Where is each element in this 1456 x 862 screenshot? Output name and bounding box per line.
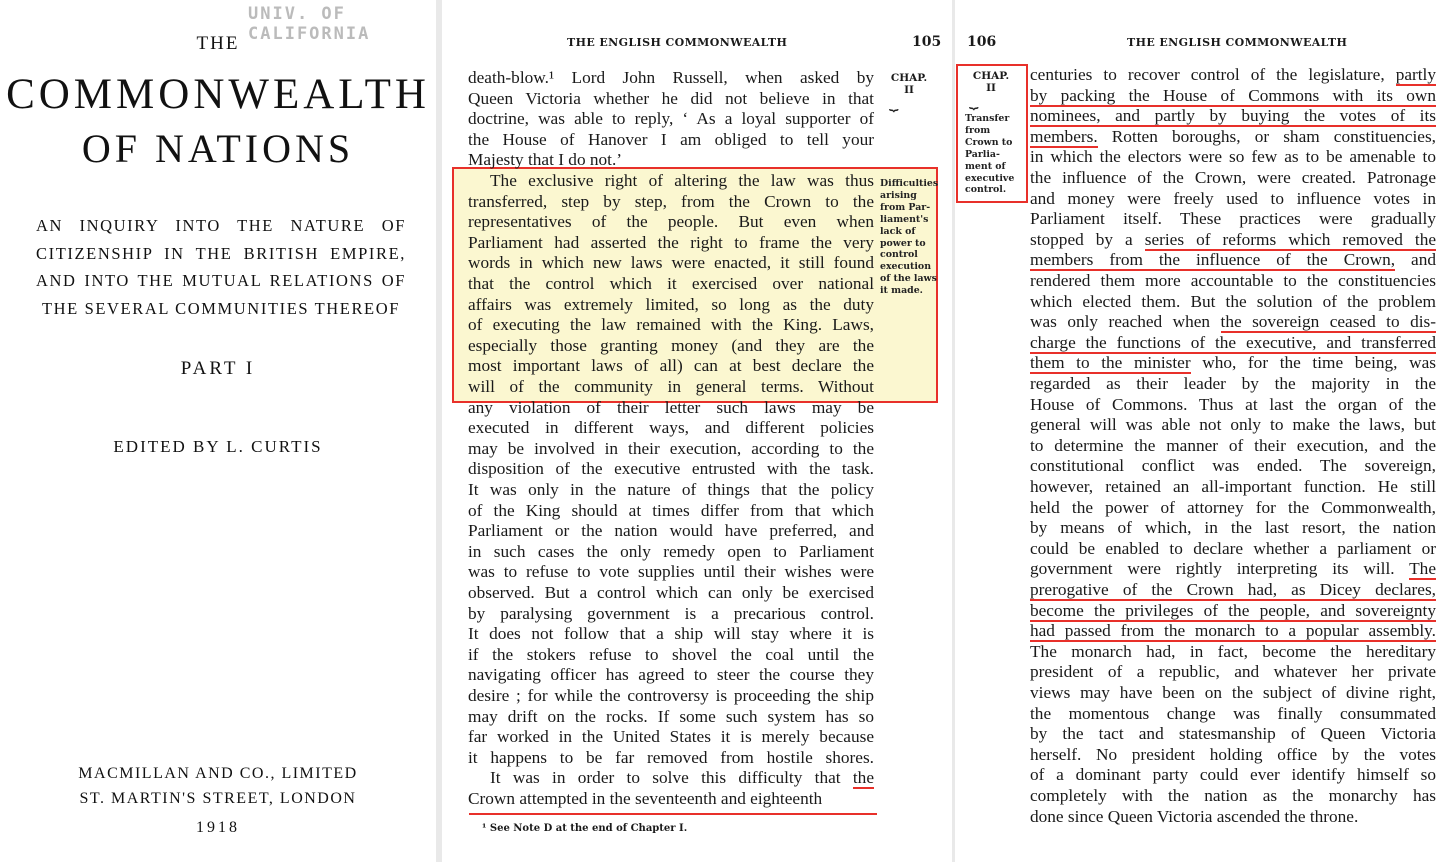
text-line: It does not follow that a ship will stay where it is xyxy=(468,624,874,644)
text-line: by packing the House of Commons with its own xyxy=(1030,85,1436,105)
text-line: centuries to recover control of the legislature, partly xyxy=(1030,65,1436,84)
margin-note-line: arising xyxy=(880,189,917,201)
text-line: prerogative of the Crown had, as Dicey declares, xyxy=(1030,580,1436,599)
text-line: president of a republic, and whatever her private xyxy=(1030,662,1436,682)
text-line: will of the community in general terms. Without xyxy=(468,377,874,396)
text-line: could be enabled to declare whether a parliament or xyxy=(1030,538,1436,558)
text-line: words in which new laws were enacted, it still found xyxy=(468,253,874,273)
text-line: charge the functions of the executive, and transferred xyxy=(1030,332,1436,352)
text-line: most important laws of all) can at best declare the xyxy=(468,356,874,376)
text-line: disposition of the executive entrusted with the task. xyxy=(468,459,874,479)
book-title-line2: OF NATIONS xyxy=(81,126,355,171)
text-line: especially those granting money (and they are the xyxy=(468,335,874,355)
text-line: doctrine, was able to reply, ‘ As a loyal supporter of xyxy=(468,109,874,129)
text-line: views may have been on the subject of divine right, xyxy=(1030,683,1436,702)
text-line: any violation of their letter such laws may be xyxy=(468,397,874,417)
text-line: general will was able not only to make the laws, but xyxy=(1030,415,1436,435)
margin-note-line: Parlia- xyxy=(965,148,1000,160)
running-head: THE ENGLISH COMMONWEALTH xyxy=(567,36,788,49)
text-line: them to the minister who, for the time being, was xyxy=(1030,353,1436,373)
page-106 xyxy=(955,0,1456,862)
page-105 xyxy=(442,0,952,862)
text-line: by the tact and statesmanship of Queen Victoria xyxy=(1030,724,1436,744)
text-line: may be involved in their execution, according to the xyxy=(468,438,874,458)
text-line: It was only in the nature of things that the policy xyxy=(468,480,874,499)
text-line: Queen Victoria whether he did not believe in that xyxy=(468,88,874,108)
editor-credit: EDITED BY L. CURTIS xyxy=(113,437,323,456)
margin-note xyxy=(880,178,940,297)
text-line: was to refuse to vote supplies until their wishes were xyxy=(468,562,874,582)
text-line: had passed from the monarch to a popular assembly. xyxy=(1030,621,1436,641)
text-line: in such cases the only remedy open to Parliament xyxy=(468,541,874,561)
text-line: of a dominant party could ever identify himself so xyxy=(1030,765,1436,785)
text-line: completely with the nation as the monarchy has xyxy=(1030,786,1436,805)
text-line: done since Queen Victoria ascended the throne. xyxy=(1030,806,1359,826)
text-line: members from the influence of the Crown, and xyxy=(1030,250,1436,270)
brace-ornament: ⏟ xyxy=(969,90,979,109)
text-line: desire ; for while the controversy is proceeding the ship xyxy=(468,686,874,705)
text-line: Majesty that I do not.’ xyxy=(468,150,623,170)
text-line: Parliament had asserted the right to frame the very xyxy=(468,232,874,252)
margin-note-line: from xyxy=(965,124,991,136)
underline-mark xyxy=(469,813,877,815)
margin-note xyxy=(965,113,1023,196)
text-line: by means of which, in the last resort, the nation xyxy=(1030,518,1436,538)
text-line: It was in order to solve this difficulty that the xyxy=(490,768,874,788)
margin-note-line: Transfer xyxy=(965,113,1010,124)
text-line: rendered them more accountable to the constituencies xyxy=(1030,271,1436,290)
chap-label: CHAP. xyxy=(890,72,928,84)
margin-note-line: executive xyxy=(965,172,1015,184)
text-line: Parliament or the nation would have preferred, and xyxy=(468,521,874,541)
text-line: government were rightly interpreting its will. The xyxy=(1030,559,1436,579)
text-line: of the King should at times differ from that which xyxy=(468,500,874,520)
text-line: held the power of attorney for the Commonwealth, xyxy=(1030,497,1436,517)
page-number: 105 xyxy=(912,34,942,50)
text-line: by paralysing government is a precarious control. xyxy=(468,603,874,623)
library-stamp: UNIV. OF CALIFORNIA xyxy=(248,4,371,44)
running-head: THE ENGLISH COMMONWEALTH xyxy=(1127,36,1348,49)
publication-year: 1918 xyxy=(196,819,240,836)
text-line: become the privileges of the people, and sovereignty xyxy=(1030,600,1436,620)
text-line: executed in different ways, and different policies xyxy=(468,418,874,438)
text-line: herself. No president holding office by the votes xyxy=(1030,744,1436,764)
margin-note-line: power to xyxy=(880,237,926,249)
margin-note-line: of the laws xyxy=(880,273,937,285)
text-line: that the control which it exercised over national xyxy=(468,274,874,293)
margin-note-line: control xyxy=(880,249,918,261)
chap-number: II xyxy=(986,82,996,94)
text-line: was only reached when the sovereign ceased to dis- xyxy=(1030,312,1436,332)
part-label: PART I xyxy=(180,358,256,379)
margin-note-line: Difficulties xyxy=(880,178,939,189)
text-line: Parliament itself. These practices were gradually xyxy=(1030,209,1436,229)
publisher-name: MACMILLAN AND CO., LIMITED xyxy=(78,765,358,782)
text-line: of executing the law remained with the King. Laws, xyxy=(468,315,874,335)
chap-number: II xyxy=(904,84,914,96)
publisher-address: ST. MARTIN'S STREET, LONDON xyxy=(79,790,357,807)
margin-note-line: lack of xyxy=(880,225,916,237)
text-line: the House of Hanover I am obliged to tell your xyxy=(468,129,874,149)
book-subtitle: AN INQUIRY INTO THE NATURE OF CITIZENSHIP IN THE BRITISH EMPIRE, AND INTO THE MUTUAL RELATIONS OF THE SEVERAL COMMUNITIES THEREOF xyxy=(36,216,406,318)
text-line: far worked in the United States it is merely because xyxy=(468,727,874,747)
text-line: the influence of the Crown, were created. Patronage xyxy=(1030,168,1436,187)
text-line: transferred, step by step, from the Crown to the xyxy=(468,191,874,211)
text-line: which elected them. But the solution of the problem xyxy=(1030,291,1436,311)
chap-label: CHAP. xyxy=(972,70,1010,82)
text-line: Crown attempted in the seventeenth and eighteenth xyxy=(468,789,823,808)
book-title-line1: COMMONWEALTH xyxy=(6,71,430,118)
text-line: it happens to be far removed from hostile shores. xyxy=(468,747,874,767)
margin-note-line: Crown to xyxy=(965,136,1013,148)
text-line: if the stokers refuse to shovel the coal until the xyxy=(468,644,874,664)
page-number: 106 xyxy=(967,34,997,50)
text-line: observed. But a control which can only be exercised xyxy=(468,583,874,602)
margin-note-line: it made. xyxy=(880,285,923,297)
text-line: to determine the manner of their execution, and the xyxy=(1030,435,1436,455)
text-line: and money were freely used to influence votes in xyxy=(1030,188,1436,208)
text-line: constitutional conflict was ended. The sovereign, xyxy=(1030,456,1436,476)
text-line: stopped by a series of reforms which removed the xyxy=(1030,229,1437,249)
margin-note-line: liament's xyxy=(880,213,929,225)
margin-note-line: ment of xyxy=(965,160,1006,172)
margin-note-line: execution xyxy=(880,261,932,273)
text-line: The monarch had, in fact, become the hereditary xyxy=(1030,641,1436,661)
text-line: navigating officer has agreed to steer the course they xyxy=(468,665,874,685)
text-line: the momentous change was finally consummated xyxy=(1030,703,1436,723)
text-line: House of Commons. Thus at last the organ of the xyxy=(1030,394,1436,414)
text-line: may drift on the rocks. If some such system has so xyxy=(468,706,874,726)
margin-note-line: from Par- xyxy=(880,201,931,213)
text-line: death-blow.¹ Lord John Russell, when asked by xyxy=(468,68,874,87)
text-line: nominees, and partly by buying the votes of its xyxy=(1030,106,1436,126)
title-article: THE xyxy=(196,33,240,54)
title-page xyxy=(0,0,436,862)
text-line: affairs was extremely limited, so long as the duty xyxy=(468,294,874,314)
text-line: members. Rotten boroughs, or sham constituencies, xyxy=(1030,126,1436,146)
text-line: in which the electors were so few as to be amenable to xyxy=(1030,147,1436,167)
text-line: representatives of the people. But even when xyxy=(468,212,874,232)
text-line: however, retained an all-important function. He still xyxy=(1030,477,1436,496)
brace-ornament: ⏟ xyxy=(889,92,899,111)
text-line: The exclusive right of altering the law was thus xyxy=(490,171,874,190)
margin-note-line: control. xyxy=(965,184,1007,196)
footnote: ¹ See Note D at the end of Chapter I. xyxy=(482,823,688,834)
text-line: regarded as their leader by the majority in the xyxy=(1030,374,1436,393)
